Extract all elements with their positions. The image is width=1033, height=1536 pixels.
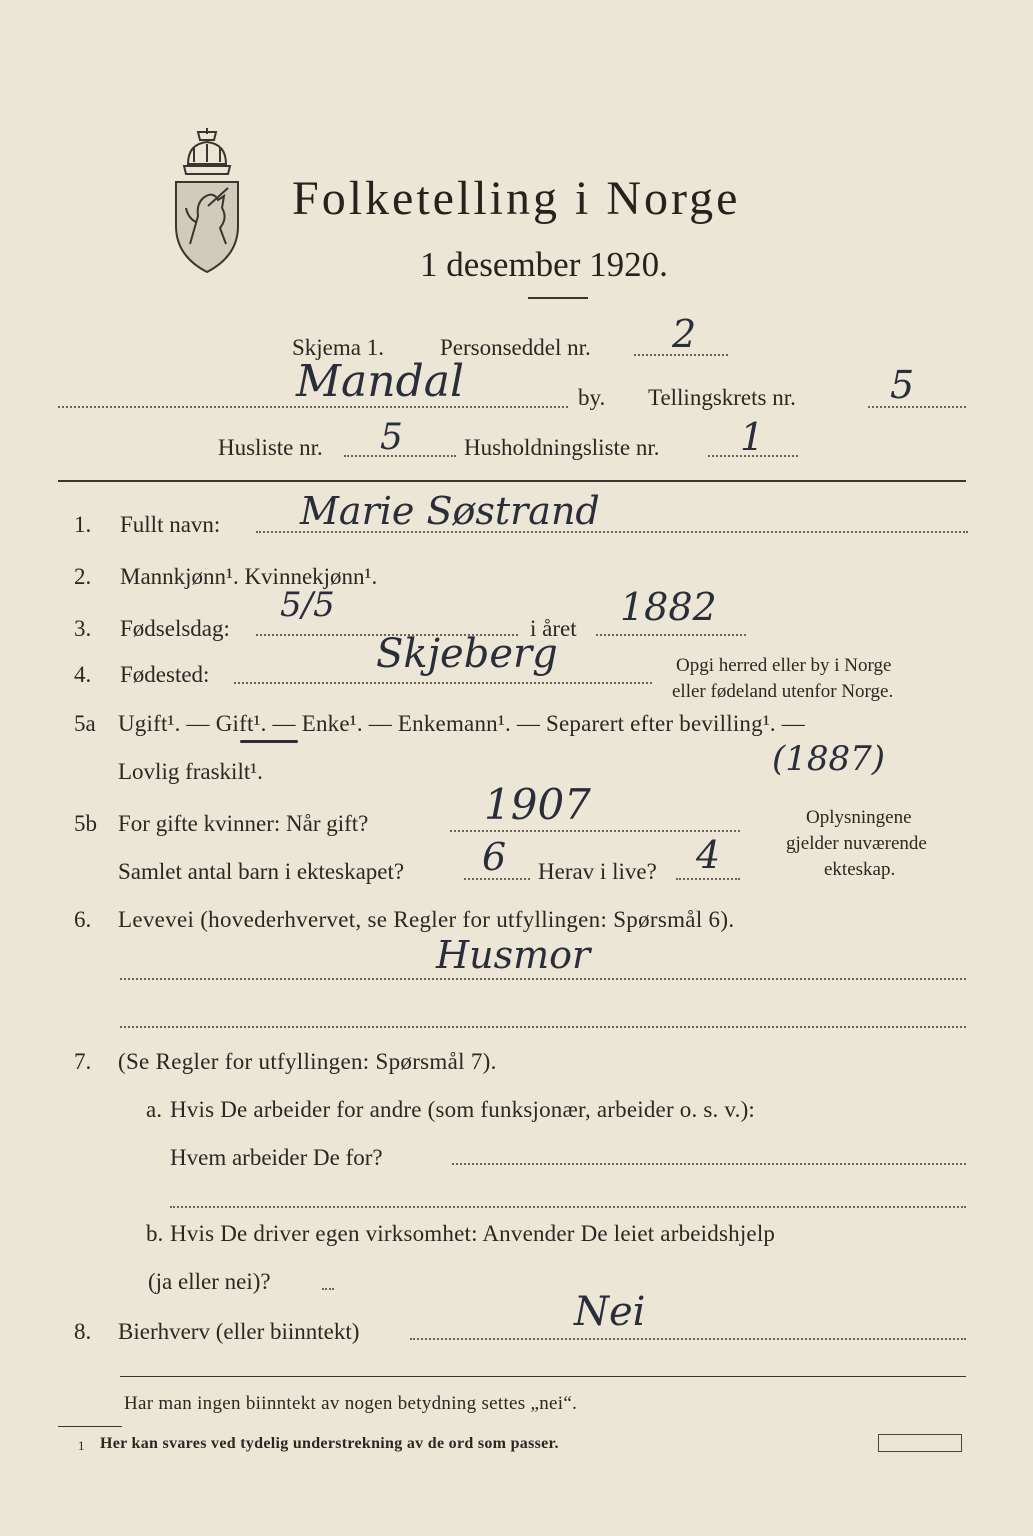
tellingskrets-field[interactable] bbox=[868, 406, 966, 408]
footnote-mark: 1 bbox=[78, 1438, 85, 1453]
q8-number: 8. bbox=[74, 1319, 92, 1344]
q6-number: 6. bbox=[74, 907, 92, 932]
birthplace-note-line2: eller fødeland utenfor Norge. bbox=[672, 681, 894, 702]
children-alive-field[interactable] bbox=[676, 878, 740, 880]
side-income-note: Har man ingen biinntekt av nogen betydning settes „nei“. bbox=[124, 1393, 578, 1414]
q7b-letter: b. bbox=[146, 1221, 164, 1246]
q4-number: 4. bbox=[74, 662, 92, 687]
birthday-value: 5/5 bbox=[280, 585, 335, 625]
marriage-note-line1: Oplysningene bbox=[806, 807, 912, 828]
birthplace-value: Skjeberg bbox=[376, 631, 558, 677]
full-name-value: Marie Søstrand bbox=[300, 489, 600, 533]
occupation-label: Levevei (hovederhvervet, se Regler for utfyllingen: Spørsmål 6). bbox=[118, 907, 735, 932]
norwegian-coat-of-arms-icon bbox=[168, 126, 246, 276]
personseddel-label: Personseddel nr. bbox=[440, 335, 591, 360]
hired-help-label: (ja eller nei)? bbox=[148, 1269, 271, 1294]
birth-year-value: 1882 bbox=[620, 585, 717, 629]
occupation-value: Husmor bbox=[436, 933, 591, 977]
q7a-letter: a. bbox=[146, 1097, 162, 1122]
q1-label: Fullt navn: bbox=[120, 512, 221, 537]
skjema-label: Skjema 1. bbox=[292, 335, 384, 360]
q3-number: 3. bbox=[74, 616, 92, 641]
by-label: by. bbox=[578, 385, 606, 410]
birthplace-field[interactable] bbox=[234, 682, 652, 684]
footnote-text: Her kan svares ved tydelig understrekning av de ord som passer. bbox=[100, 1435, 559, 1452]
q5a-number: 5a bbox=[74, 711, 96, 736]
section-divider bbox=[58, 480, 966, 482]
title-divider bbox=[528, 297, 588, 299]
married-when-field[interactable] bbox=[450, 830, 740, 832]
q3-label: Fødselsdag: bbox=[120, 616, 230, 641]
husliste-label: Husliste nr. bbox=[218, 435, 323, 460]
marriage-note-line3: ekteskap. bbox=[824, 859, 896, 880]
children-alive-label: Herav i live? bbox=[538, 859, 657, 884]
side-income-label: Bierhverv (eller biinntekt) bbox=[118, 1319, 360, 1344]
footer-divider bbox=[120, 1376, 966, 1377]
married-when-label: For gifte kvinner: Når gift? bbox=[118, 811, 369, 836]
personseddel-value: 2 bbox=[672, 312, 697, 356]
children-alive-value: 4 bbox=[696, 833, 721, 877]
children-total-label: Samlet antal barn i ekteskapet? bbox=[118, 859, 405, 884]
tellingskrets-label: Tellingskrets nr. bbox=[648, 385, 796, 410]
q7-number: 7. bbox=[74, 1049, 92, 1074]
q7a-question: Hvis De arbeider for andre (som funksjonær, arbeider o. s. v.): bbox=[170, 1097, 756, 1122]
form-title: Folketelling i Norge bbox=[292, 172, 741, 225]
marriage-year-annotation: (1887) bbox=[772, 739, 886, 779]
birth-year-field[interactable] bbox=[596, 634, 746, 636]
husholdningsliste-label: Husholdningsliste nr. bbox=[464, 435, 660, 460]
birth-year-label: i året bbox=[530, 616, 577, 641]
q5b-number: 5b bbox=[74, 811, 97, 836]
children-total-value: 6 bbox=[482, 835, 507, 879]
civil-status-options: Ugift¹. — Gift¹. — Enke¹. — Enkemann¹. — Separert efter bevilling¹. — bbox=[118, 711, 806, 736]
printer-mark bbox=[878, 1434, 962, 1452]
employer-field[interactable] bbox=[452, 1163, 966, 1165]
employer-field-line2[interactable] bbox=[170, 1206, 966, 1208]
footnote-divider bbox=[58, 1426, 122, 1427]
side-income-value: Nei bbox=[574, 1289, 646, 1335]
q7-label: (Se Regler for utfyllingen: Spørsmål 7). bbox=[118, 1049, 497, 1074]
q1-number: 1. bbox=[74, 512, 92, 537]
marriage-note-line2: gjelder nuværende bbox=[786, 833, 927, 854]
employer-label: Hvem arbeider De for? bbox=[170, 1145, 383, 1170]
birthplace-note-line1: Opgi herred eller by i Norge bbox=[676, 655, 892, 676]
q2-label: Mannkjønn¹. Kvinnekjønn¹. bbox=[120, 564, 378, 589]
civil-status-options-line2: Lovlig fraskilt¹. bbox=[118, 759, 263, 784]
q4-label: Fødested: bbox=[120, 662, 210, 687]
q2-number: 2. bbox=[74, 564, 92, 589]
married-when-value: 1907 bbox=[484, 780, 591, 829]
occupation-field-line2[interactable] bbox=[120, 1026, 966, 1028]
husholdningsliste-value: 1 bbox=[740, 415, 765, 459]
gift-underline bbox=[240, 740, 298, 743]
q7b-question: Hvis De driver egen virksomhet: Anvender De leiet arbeidshjelp bbox=[170, 1221, 776, 1246]
hired-help-field[interactable] bbox=[322, 1288, 334, 1290]
tellingskrets-value: 5 bbox=[890, 363, 915, 407]
husliste-value: 5 bbox=[380, 417, 403, 458]
town-value: Mandal bbox=[296, 356, 465, 407]
form-date: 1 desember 1920. bbox=[420, 245, 668, 284]
side-income-field[interactable] bbox=[410, 1338, 966, 1340]
occupation-field[interactable] bbox=[120, 978, 966, 980]
